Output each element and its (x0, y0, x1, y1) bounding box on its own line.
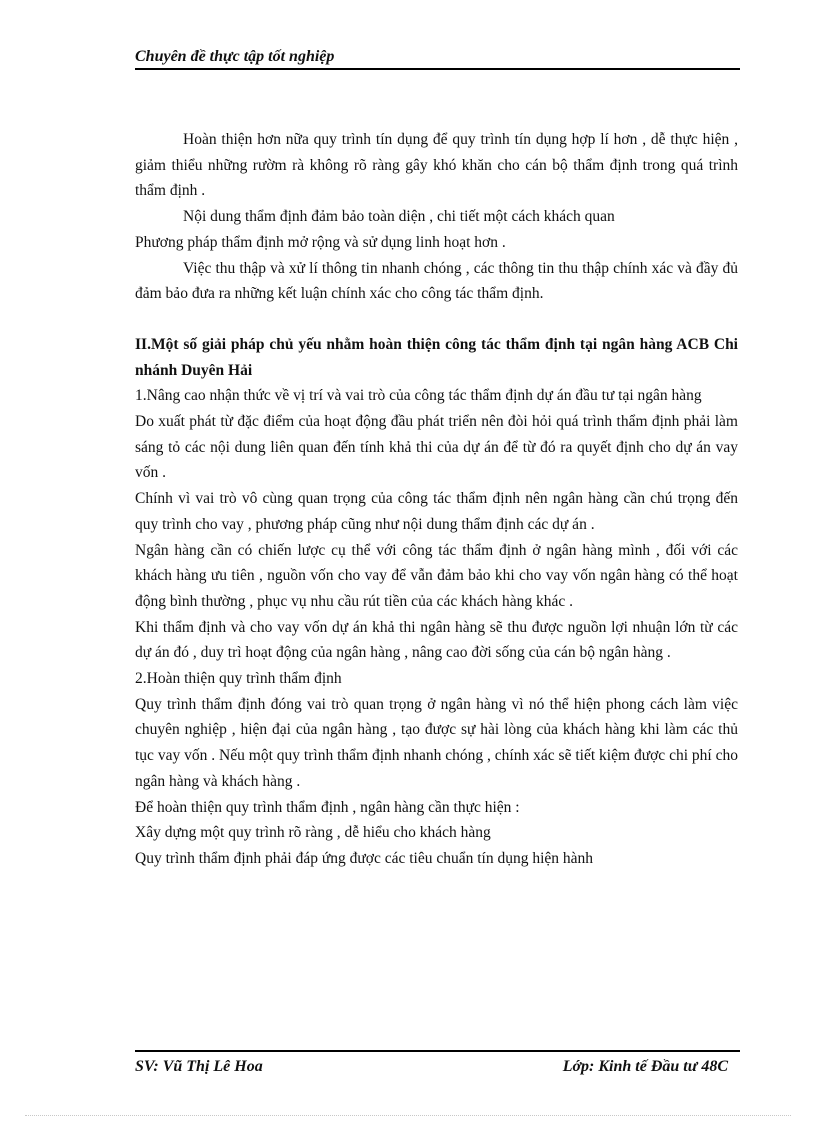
class-name: Lớp: Kinh tế Đầu tư 48C (562, 1058, 728, 1075)
paragraph: Khi thẩm định và cho vay vốn dự án khả thi ngân hàng sẽ thu được nguồn lợi nhuận lớn từ các dự án đó , duy trì hoạt động của ngân hàng , nâng cao đời sống của cán bộ ngân hàng . (135, 618, 738, 662)
paragraph: Hoàn thiện hơn nữa quy trình tín dụng để quy trình tín dụng hợp lí hơn , dễ thực hiện , giảm thiểu những rườm rà không rõ ràng gây khó khăn cho cán bộ thẩm định trong quá trình thẩm định . (135, 131, 738, 200)
section-heading: II.Một số giải pháp chủ yếu nhằm hoàn thiện công tác thẩm định tại ngân hàng ACB Chi nhánh Duyên Hải (135, 335, 738, 379)
paragraph: Xây dựng một quy trình rõ ràng , dễ hiểu cho khách hàng (135, 824, 491, 842)
page-footer (135, 1050, 740, 1076)
paragraph: Do xuất phát từ đặc điểm của hoạt động đầu phát triển nên đòi hỏi quá trình thẩm định phải làm sáng tỏ các nội dung liên quan đến tính khả thi của dự án để từ đó ra quyết định cho dự án vay vốn . (135, 413, 738, 482)
student-name: SV: Vũ Thị Lê Hoa (135, 1058, 263, 1075)
subsection-heading: 2.Hoàn thiện quy trình thẩm định (135, 670, 342, 688)
page-bottom-divider (25, 1115, 791, 1116)
page-header (135, 48, 740, 70)
paragraph: Ngân hàng cần có chiến lược cụ thể với công tác thẩm định ở ngân hàng mình , đối với các khách hàng ưu tiên , nguồn vốn cho vay để vẫn đảm bảo khi cho vay vốn ngân hàng có thể hoạt động bình thường , phục vụ nhu cầu rút tiền của các khách hàng khác . (135, 541, 738, 610)
paragraph: Chính vì vai trò vô cùng quan trọng của công tác thẩm định nên ngân hàng cần chú trọng đến quy trình cho vay , phương pháp cũng như nội dung thẩm định các dự án . (135, 490, 738, 533)
paragraph: Để hoàn thiện quy trình thẩm định , ngân hàng cần thực hiện : (135, 798, 520, 816)
document-title: Chuyên đề thực tập tốt nghiệp (135, 48, 335, 65)
paragraph: Quy trình thẩm định đóng vai trò quan trọng ở ngân hàng vì nó thể hiện phong cách làm việc chuyên nghiệp , hiện đại của ngân hàng , tạo được sự hài lòng của khách hàng khi làm các thủ tục vay vốn . Nếu một quy trình thẩm định nhanh chóng , chính xác sẽ tiết kiệm được chi phí cho ngân hàng và khách hàng . (135, 695, 738, 790)
paragraph: Phương pháp thẩm định mở rộng và sử dụng linh hoạt hơn . (135, 233, 506, 251)
document-body (135, 127, 738, 872)
subsection-heading: 1.Nâng cao nhận thức về vị trí và vai trò của công tác thẩm định dự án đầu tư tại ngân hàng (135, 387, 702, 405)
paragraph: Nội dung thẩm định đảm bảo toàn diện , chi tiết một cách khách quan (183, 208, 615, 226)
paragraph: Việc thu thập và xử lí thông tin nhanh chóng , các thông tin thu thập chính xác và đầy đủ đảm bảo đưa ra những kết luận chính xác cho công tác thẩm định. (135, 259, 738, 303)
paragraph: Quy trình thẩm định phải đáp ứng được các tiêu chuẩn tín dụng hiện hành (135, 849, 594, 867)
